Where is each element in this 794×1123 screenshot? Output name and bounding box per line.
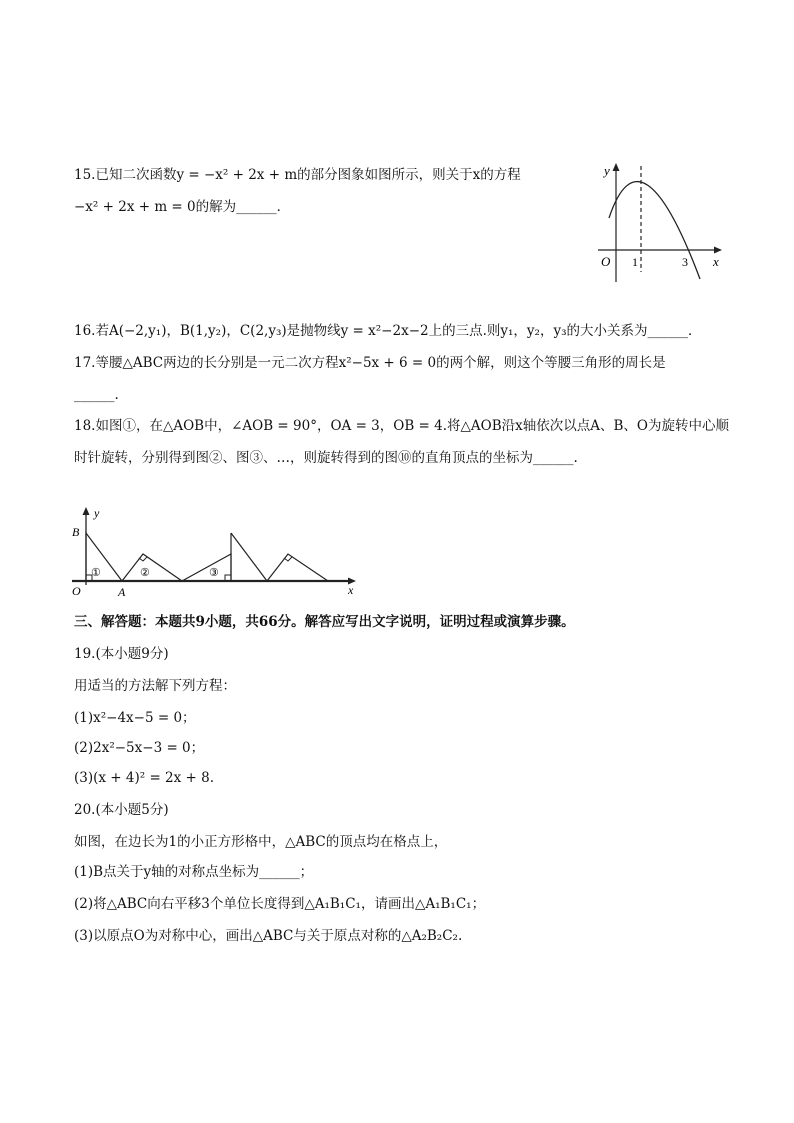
section-3-title: 三、解答题：本题共9小题，共66分。解答应写出文字说明，证明过程或演算步骤。 (74, 614, 575, 630)
q19-part2: (2)2x²−5x−3 = 0； (74, 740, 205, 756)
q17-line2: ______. (74, 387, 119, 403)
q17-line1: 17.等腰△ABC两边的长分别是一元二次方程x²−5x + 6 = 0的两个解，则这个等腰三角形的周长是 (74, 355, 666, 371)
q20-part1: (1)B点关于y轴的对称点坐标为______； (74, 864, 314, 880)
q18-line1: 18.如图①，在△AOB中，∠AOB = 90°，OA = 3，OB = 4.将△AOB沿x轴依次以点A、B、O为旋转中心顺 (74, 418, 729, 434)
q20-header: 20.(本小题5分) (74, 802, 169, 818)
q15-line2: −x² + 2x + m = 0的解为______． (74, 199, 291, 215)
q18-rotation-figure (66, 505, 366, 600)
q18-circle-3: ③ (209, 567, 219, 579)
q20-part2: (2)将△ABC向右平移3个单位长度得到△A₁B₁C₁，请画出△A₁B₁C₁； (74, 896, 486, 912)
q18-y-axis-arrow (83, 507, 90, 515)
q18-triangle-2 (122, 554, 182, 581)
q18-O-label: O (72, 584, 81, 598)
q15-origin-label: O (601, 254, 611, 269)
q18-B-label: B (72, 525, 80, 539)
q19-part1: (1)x²−4x−5 = 0； (74, 710, 196, 726)
q19-header: 19.(本小题9分) (74, 646, 169, 662)
q15-x-axis-arrow (714, 247, 722, 254)
q15-parabola-graph (590, 158, 730, 286)
q15-line1: 15.已知二次函数y = −x² + 2x + m的部分图象如图所示，则关于x的方程 (74, 167, 521, 183)
q19-part3: (3)(x + 4)² = 2x + 8. (74, 770, 215, 786)
q18-line2: 时针旋转，分别得到图②、图③、…，则旋转得到的图⑩的直角顶点的坐标为______. (74, 450, 578, 466)
q15-y-axis-arrow (613, 163, 620, 171)
q18-circle-1: ① (91, 567, 101, 579)
q18-triangle-4 (231, 533, 328, 581)
q18-triangle-3 (182, 554, 231, 581)
q16-line1: 16.若A(−2,y₁)，B(1,y₂)，C(2,y₃)是抛物线y = x²−2x−2上的三点.则y₁，y₂，y₃的大小关系为______． (74, 323, 702, 339)
q20-part3: (3)以原点O为对称中心，画出△ABC与关于原点对称的△A₂B₂C₂. (74, 928, 463, 944)
q20-intro: 如图，在边长为1的小正方形格中，△ABC的顶点均在格点上， (74, 834, 448, 850)
q19-intro: 用适当的方法解下列方程： (74, 678, 236, 694)
q15-tick-1: 1 (632, 255, 638, 269)
q18-y-label: y (94, 506, 100, 520)
q15-y-label: y (604, 163, 610, 178)
q18-A-label: A (118, 585, 126, 599)
q15-tick-3: 3 (682, 255, 688, 269)
q15-x-label: x (713, 254, 719, 269)
q18-circle-2: ② (140, 567, 150, 579)
q18-x-label: x (348, 583, 354, 597)
